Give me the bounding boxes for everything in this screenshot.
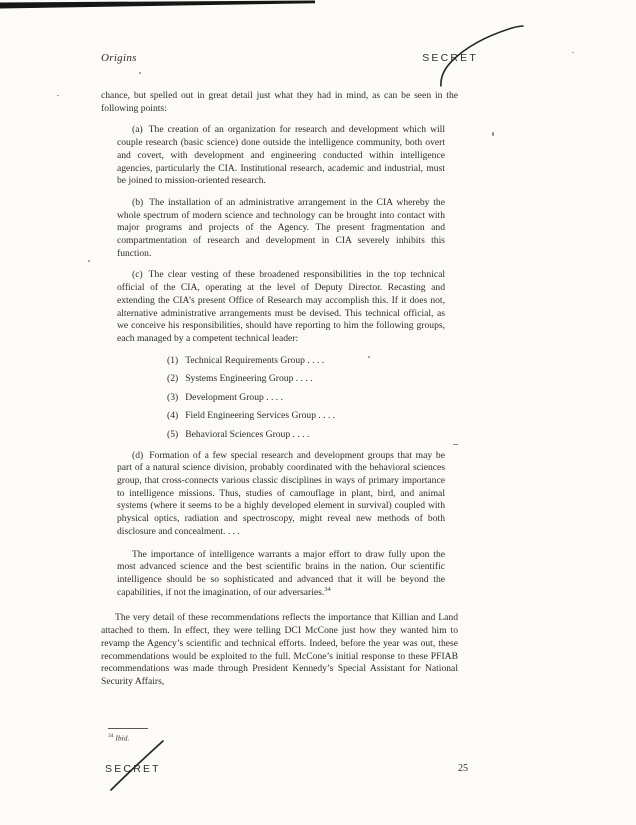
group-label: (4) (167, 410, 179, 422)
group-list-item (167, 372, 445, 385)
scan-speck (139, 72, 141, 74)
footnote-ref: 34 (324, 585, 331, 593)
item-label: (c) (132, 269, 143, 281)
group-list-item (167, 391, 445, 404)
scan-speck (492, 132, 494, 136)
group-label: (2) (167, 373, 179, 385)
running-title: Origins (101, 52, 137, 64)
scan-edge-bar (0, 1, 315, 9)
group-label: (1) (167, 354, 179, 366)
footnote (108, 728, 148, 743)
group-list-item (167, 354, 445, 367)
page-content (101, 52, 478, 689)
footnote-text: Ibid. (115, 733, 130, 743)
classification-stamp-top: SECRET (422, 52, 478, 64)
intro-paragraph: chance, but spelled out in great detail just what they had in mind, as can be seen in the following points: (101, 90, 458, 114)
group-list-item (167, 409, 445, 422)
group-text: Development Group . . . . (185, 391, 283, 403)
blockquote (117, 124, 445, 599)
body-paragraph: The very detail of these recommendations reflects the importance that Killian and Land attached to them. In effect, they were telling DCI McCone just how they wanted him to revamp the Agency’s scientific and technical efforts. Indeed, before the year was out, these recommendations would be exploited to the full. McCone’s initial response to these PFIAB recommendations was made through President Kennedy’s Special Assistant for National Security Affairs, (101, 612, 458, 687)
group-text: Technical Requirements Group . . . . (185, 354, 325, 366)
item-label: (a) (132, 124, 143, 136)
scan-speck (88, 260, 90, 262)
blockquote-item-c (117, 269, 445, 345)
blockquote-item-a (117, 124, 445, 188)
group-text: Behavioral Sciences Group . . . . (185, 428, 310, 440)
blockquote-closing (117, 549, 445, 600)
group-text: Field Engineering Services Group . . . . (185, 410, 336, 422)
group-list-item (167, 428, 445, 441)
item-text: The clear vesting of these broadened responsibilities in the top technical official of the CIA, operating at the level of Deputy Director. Recasting and extending the CIA’s present Office of Research may accomplish this. If it does not, alternative administrative arrangements must be devised. This technical official, as we conceive his responsibilities, should have reporting to him the following groups, each managed by a competent technical leader: (117, 269, 445, 344)
group-text: Systems Engineering Group . . . . (185, 373, 313, 385)
group-label: (5) (167, 428, 179, 440)
scan-speck (453, 444, 458, 445)
closing-text: The importance of intelligence warrants a major effort to draw fully upon the most advanced science and the best scientific brains in the nation. Our scientific intelligence should be so sophisticated and advanced that it will be beyond the capabilities, if not the imagination, of our adversaries. (117, 548, 445, 598)
group-label: (3) (167, 391, 179, 403)
item-text: The creation of an organization for research and development which will couple research (basic science) done outside the intelligence community, both overt and covert, with development and engineering conducted within intelligence agencies, particularly the CIA. Institutional research, academic and industrial, must be joined to mission-oriented research. (117, 124, 445, 187)
item-label: (d) (132, 449, 144, 461)
scan-speck (368, 356, 370, 358)
item-label: (b) (132, 196, 144, 208)
scan-speck (572, 52, 574, 53)
page-number: 25 (458, 763, 468, 774)
classification-stamp-bottom: SECRET (105, 763, 161, 775)
scan-speck (57, 95, 59, 96)
footnote-rule (108, 728, 148, 729)
footnote-marker: 34 (108, 733, 114, 739)
blockquote-item-d (117, 450, 445, 539)
page-header (101, 52, 478, 64)
item-text: Formation of a few special research and development groups that may be part of a natural science division, probably coordinated with the behavioral sciences group, that cross-connects various classic disciplines in ways of primary importance to intelligence missions. Thus, studies of camouflage in plant, bird, and animal systems (where it seems to be a highly developed element in survival) coupled with physical optics, radiation and spectroscopy, might reveal new methods of both disclosure and concealment. . . . (117, 449, 445, 537)
group-list (167, 354, 445, 441)
item-text: The installation of an administrative arrangement in the CIA whereby the whole spectrum of modern science and technology can be brought into contact with major programs and projects of the Agency. The present fragmentation and compartmentation of research and development in CIA severely inhibits this function. (117, 196, 445, 259)
blockquote-item-b (117, 197, 445, 261)
